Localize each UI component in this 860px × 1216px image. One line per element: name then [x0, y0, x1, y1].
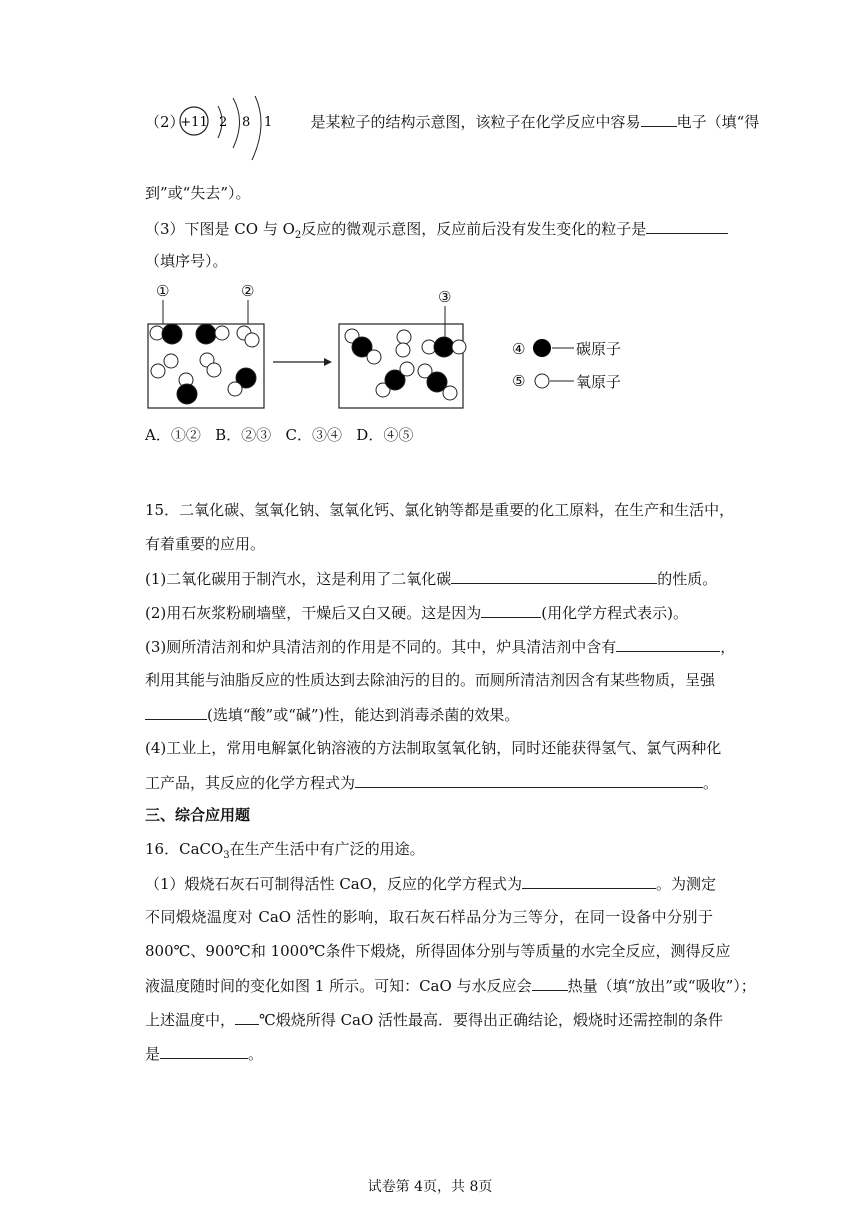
q15-sub3-line2: 利用其能与油脂反应的性质达到去除油污的目的。而厕所清洁剂因含有某些物质，呈强: [145, 671, 716, 689]
electron-shell-arc-2: [233, 98, 240, 148]
co-o2-reaction-diagram: [140, 280, 660, 420]
q14-part2-line2: 到”或“失去”）。: [145, 184, 251, 202]
q15-stem-line2: 有着重要的应用。: [145, 535, 266, 553]
q15-stem-line1: 15．二氧化碳、氢氧化钠、氢氧化钙、氯化钠等都是重要的化工原料，在生产和生活中，: [145, 501, 735, 519]
option-b[interactable]: B．②③: [215, 426, 272, 444]
option-a[interactable]: A．①②: [145, 426, 201, 444]
legend-oxygen-label: 氧原子: [576, 373, 622, 391]
q15-sub4-line1: (4)工业上，常用电解氯化钠溶液的方法制取氢氧化钠，同时还能获得氢气、氯气两种化: [145, 739, 722, 757]
q14-part3-text-b: 反应的微观示意图，反应前后没有发生变化的粒子是: [301, 220, 647, 238]
q15-sub1-text-a: (1)二氧化碳用于制汽水，这是利用了二氧化碳: [145, 570, 452, 588]
option-c[interactable]: C．③④: [285, 426, 342, 444]
q16-line4-text-a: 液温度随时间的变化如图 1 所示。可知：CaO 与水反应会: [145, 977, 532, 995]
label-1: ①: [156, 282, 170, 300]
q16-line4-text-b: 热量（填“放出”或“吸收”）；: [567, 977, 756, 995]
legend-carbon-mark: ④: [512, 340, 526, 358]
electron-shell-arc-3: [252, 96, 261, 160]
legend-carbon-label: 碳原子: [576, 340, 622, 358]
q16-line1-text-a: （1）煅烧石灰石可制得活性 CaO，反应的化学方程式为: [145, 875, 523, 893]
q14-options: [145, 424, 413, 446]
label-3: ③: [438, 288, 452, 306]
q16-stem: [145, 838, 425, 867]
q16-line5: [145, 1008, 723, 1031]
q15-sub4-text-b: 。: [703, 774, 719, 792]
q15-sub2-text-b: (用化学方程式表示)。: [541, 604, 688, 622]
q14-part2-text: 是某粒子的结构示意图，该粒子在化学反应中容易: [310, 113, 641, 131]
q14-part3-line1: [145, 217, 728, 247]
q14-part3-text-a: （3）下图是 CO 与 O: [145, 220, 295, 238]
oxygen-atom-icon: [535, 374, 549, 388]
q14-part2-text-b: 电子（填“得: [676, 113, 760, 131]
q15-sub3-line1: [145, 635, 735, 658]
shell-count-1: 2: [219, 115, 228, 130]
q15-sub4-text-a: 工产品，其反应的化学方程式为: [145, 774, 356, 792]
legend-oxygen-mark: ⑤: [512, 372, 526, 390]
o2-subscript: 2: [294, 230, 302, 241]
q15-sub3-text-b: ，: [720, 638, 736, 656]
q15-sub1: [145, 567, 717, 590]
q16-stem-a: 16．CaCO: [145, 840, 224, 858]
shell-count-2: 8: [242, 115, 251, 130]
q14-part2-blank[interactable]: [641, 110, 677, 127]
q16-line6-text-b: 。: [248, 1045, 264, 1063]
q15-sub3-line3: [145, 703, 519, 726]
q16-line5-text-a: 上述温度中，: [145, 1011, 236, 1029]
q15-sub3-text-c: (选填“酸”或“碱”)性，能达到消毒杀菌的效果。: [207, 706, 520, 724]
q16-line3: 800℃、900℃和 1000℃条件下煅烧，所得固体分别与等质量的水完全反应，测得反应: [145, 942, 731, 960]
q16-line6-text-a: 是: [145, 1045, 161, 1063]
q15-sub4-blank[interactable]: [355, 771, 703, 788]
q16-temperature-blank[interactable]: [235, 1008, 259, 1025]
q15-sub3-text-a: (3)厕所清洁剂和炉具清洁剂的作用是不同的。其中，炉具清洁剂中含有: [145, 638, 617, 656]
atom-structure-diagram: [176, 96, 276, 166]
q16-heat-blank[interactable]: [532, 974, 568, 991]
section-heading: 三、综合应用题: [145, 806, 251, 824]
q16-line1-text-b: 。为测定: [656, 875, 717, 893]
page-footer: 试卷第 4页，共 8页: [367, 1179, 493, 1195]
q16-line1: [145, 872, 716, 895]
q14-part2-prefix: （2）: [145, 113, 185, 131]
q16-line5-text-b: ℃煅烧所得 CaO 活性最高．要得出正确结论，煅烧时还需控制的条件: [259, 1011, 724, 1029]
caco3-subscript: 3: [223, 850, 230, 861]
q15-sub1-text-b: 的性质。: [657, 570, 718, 588]
nucleus-charge: +11: [180, 115, 208, 130]
label-2: ②: [241, 282, 255, 300]
option-d[interactable]: D．④⑤: [356, 426, 414, 444]
q14-part3-blank[interactable]: [646, 217, 728, 234]
q16-line2: 不同煅烧温度对 CaO 活性的影响，取石灰石样品分为三等分，在同一设备中分别于: [145, 908, 713, 926]
q16-equation-blank[interactable]: [522, 872, 656, 889]
q16-line4: [145, 974, 756, 997]
shell-count-3: 1: [264, 115, 273, 130]
q16-condition-blank[interactable]: [160, 1042, 248, 1059]
q15-sub1-blank[interactable]: [451, 567, 657, 584]
q15-sub2-blank[interactable]: [481, 601, 541, 618]
q16-line6: [145, 1042, 263, 1065]
q16-stem-b: 在生产生活中有广泛的用途。: [229, 840, 425, 858]
q15-sub3-blank[interactable]: [616, 635, 720, 652]
q15-sub2-text-a: (2)用石灰浆粉刷墙壁，干燥后又白又硬。这是因为: [145, 604, 482, 622]
q14-part3-line2: （填序号）。: [145, 252, 228, 270]
q15-sub3-acid-base-blank[interactable]: [145, 703, 207, 720]
q15-sub4-line2: [145, 771, 718, 794]
carbon-atom-icon: [533, 339, 551, 357]
q15-sub2: [145, 601, 688, 624]
